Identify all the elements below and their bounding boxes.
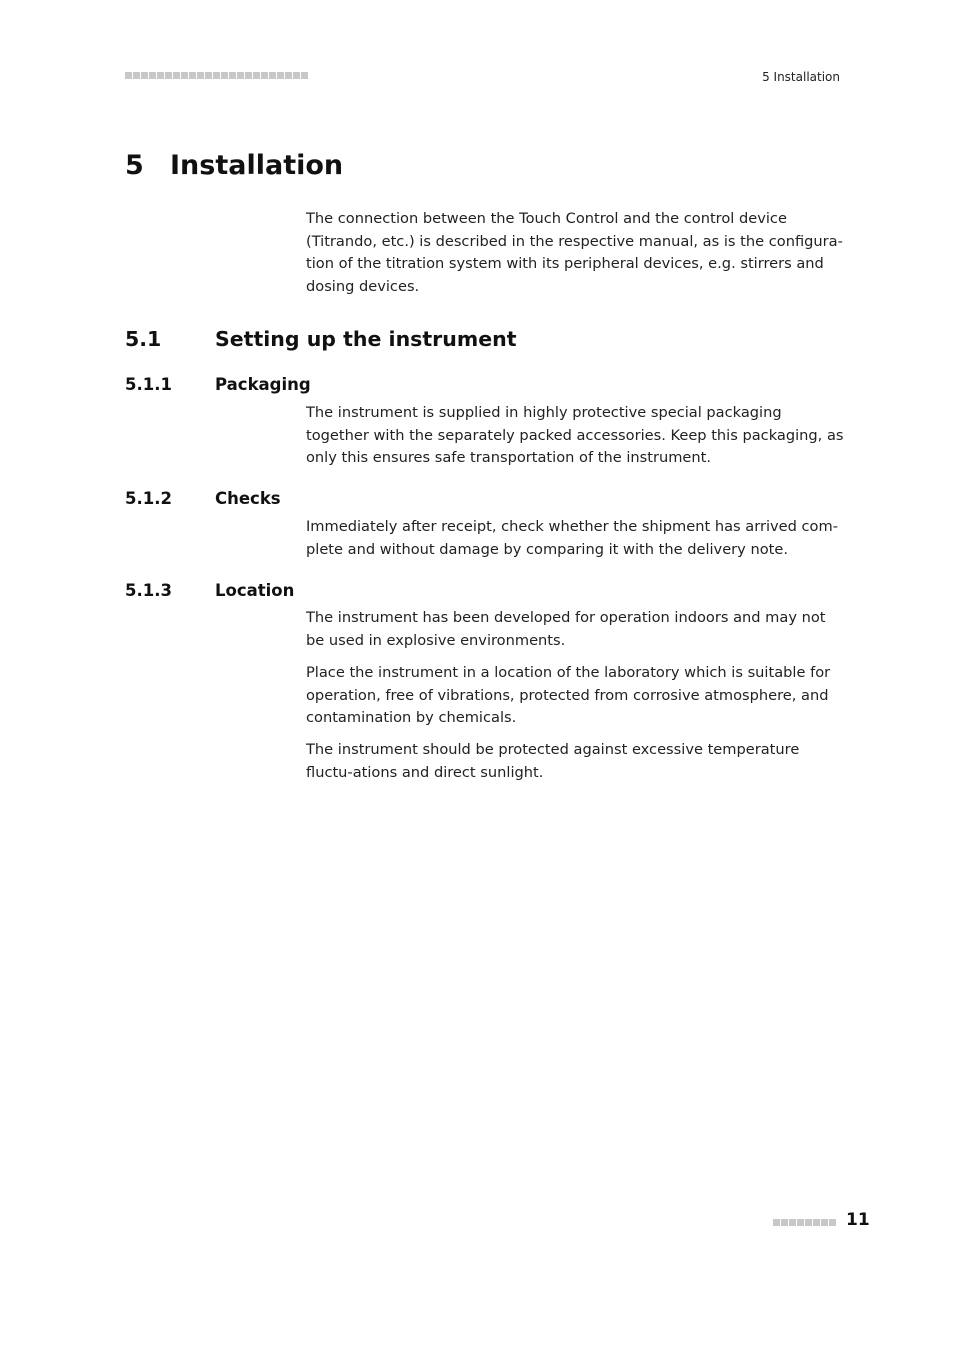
section-heading-5-1 [125,327,517,351]
section-title: Setting up the instrument [215,327,517,351]
subsection-heading-location [125,581,294,600]
section-number: 5.1 [125,327,162,351]
location-paragraph-2: Place the instrument in a location of the laboratory which is suitable for operation, free of vibrations, protected from corrosive atmosphere, and contamination by chemicals. [306,664,831,727]
location-paragraph-1: The instrument has been developed for operation indoors and may not be used in explosive environments. [306,609,826,649]
page-number: 11 [846,1210,870,1230]
subsection-heading-checks [125,489,281,508]
location-paragraph-3: The instrument should be protected against excessive temperature fluctu-ations and direct sunlight. [306,741,800,781]
checks-text: Immediately after receipt, check whether the shipment has arrived com-plete and without damage by comparing it with the delivery note. [306,518,838,558]
subsection-heading-packaging [125,375,311,394]
footer-decoration [773,1219,836,1226]
header-decoration [125,72,308,79]
subsection-title: Checks [215,489,281,508]
subsection-number: 5.1.1 [125,375,172,394]
subsection-title: Packaging [215,375,311,394]
subsection-title: Location [215,581,295,600]
chapter-intro: The connection between the Touch Control and the control device (Titrando, etc.) is described in the respective manual, as is the configura-tion of the titration system with its peripheral devices, e.g. stirrers and dosing devices. [306,210,843,295]
subsection-number: 5.1.3 [125,581,172,600]
packaging-text: The instrument is supplied in highly protective special packaging together with the separately packed accessories. Keep this packaging, as only this ensures safe transportation of the instrument. [306,404,844,467]
running-head: 5 Installation [762,70,840,84]
chapter-number: 5 [125,150,144,181]
subsection-number: 5.1.2 [125,489,172,508]
chapter-title-text: Installation [170,150,344,181]
chapter-title [125,150,343,181]
